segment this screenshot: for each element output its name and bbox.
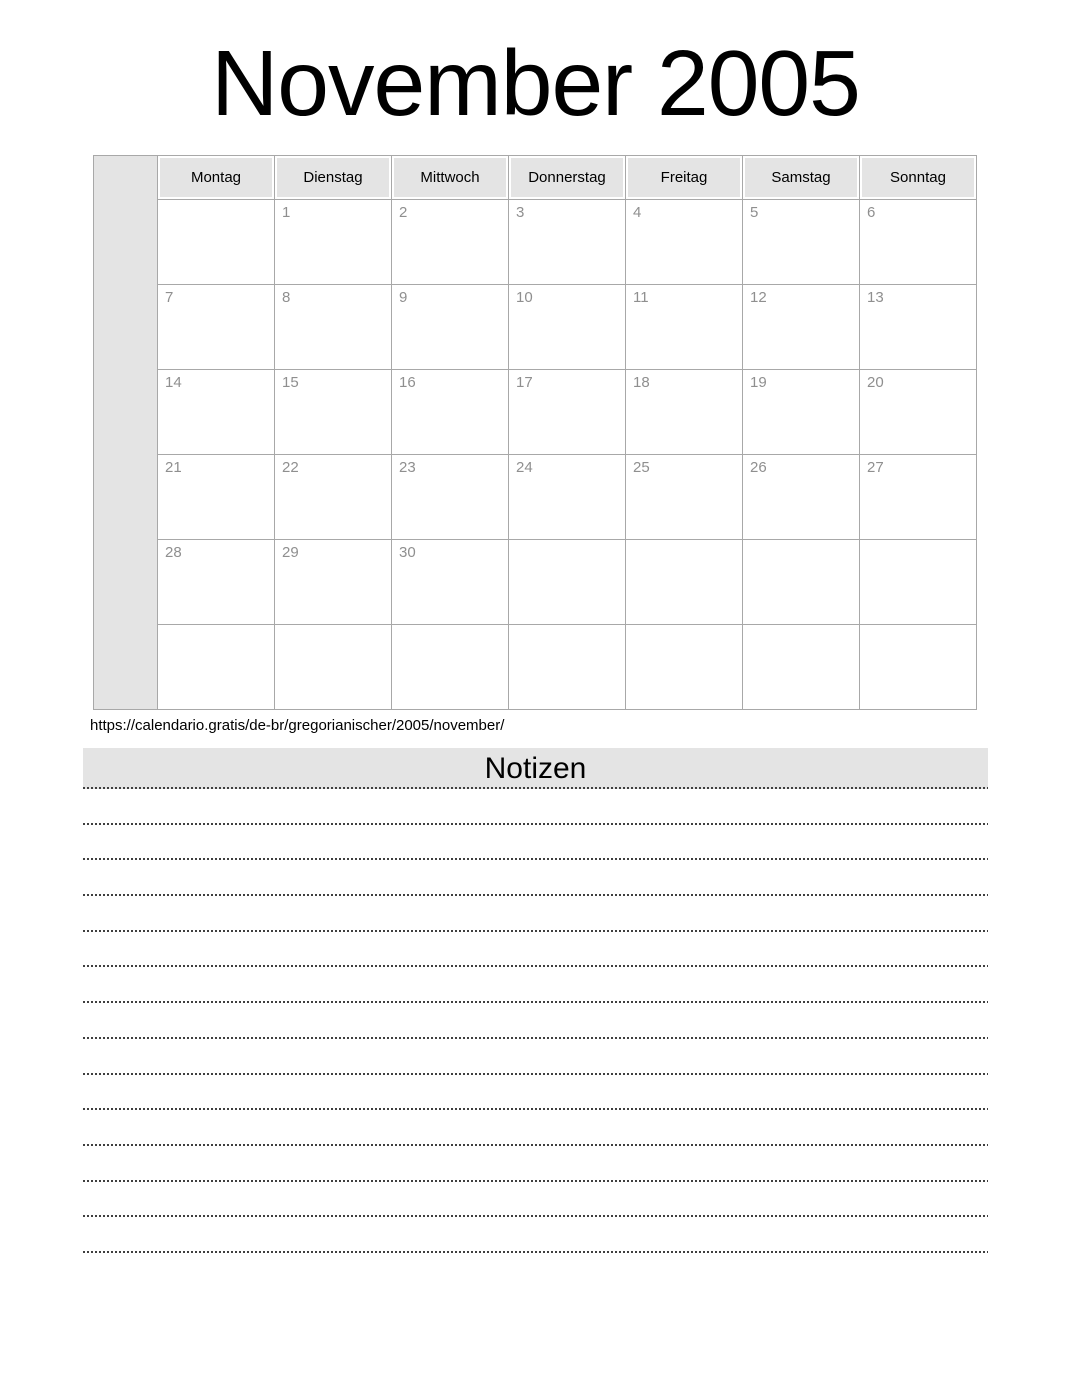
day-cell-1: [275, 200, 392, 285]
day-cell-empty: [509, 540, 626, 625]
note-line: [83, 1075, 988, 1111]
day-cell-empty: [158, 200, 275, 285]
day-number: 22: [282, 459, 299, 476]
day-cell-empty: [626, 540, 743, 625]
day-number: [743, 625, 859, 629]
day-cell-21: [158, 455, 275, 540]
day-number: 6: [867, 204, 876, 221]
day-cell-empty: [860, 625, 977, 710]
week-row-6: [94, 625, 977, 710]
day-number: 27: [867, 459, 884, 476]
day-number: 9: [399, 289, 408, 306]
day-number: 15: [282, 374, 299, 391]
note-line: [83, 1182, 988, 1218]
note-line: [83, 896, 988, 932]
day-cell-12: [743, 285, 860, 370]
day-cell-10: [509, 285, 626, 370]
week-row-1: [94, 200, 977, 285]
day-number: 24: [516, 459, 533, 476]
note-line: [83, 1110, 988, 1146]
day-number: 21: [165, 459, 182, 476]
day-cell-30: [392, 540, 509, 625]
week-row-5: [94, 540, 977, 625]
day-cell-13: [860, 285, 977, 370]
note-line: [83, 1039, 988, 1075]
day-cell-15: [275, 370, 392, 455]
day-cell-7: [158, 285, 275, 370]
day-number: 18: [633, 374, 650, 391]
day-number: [743, 540, 859, 544]
day-number: [860, 625, 976, 629]
day-number: 30: [399, 544, 416, 561]
weekday-header-samstag: Samstag: [743, 156, 860, 200]
day-number: 25: [633, 459, 650, 476]
calendar-grid: [94, 156, 977, 710]
week-row-3: [94, 370, 977, 455]
note-line: [83, 967, 988, 1003]
day-number: 10: [516, 289, 533, 306]
note-line: [83, 1217, 988, 1253]
day-cell-28: [158, 540, 275, 625]
day-cell-22: [275, 455, 392, 540]
day-cell-empty: [275, 625, 392, 710]
day-number: 14: [165, 374, 182, 391]
day-number: [860, 540, 976, 544]
day-cell-empty: [743, 540, 860, 625]
notes-header-bar: [83, 748, 988, 789]
day-cell-11: [626, 285, 743, 370]
notes-title: Notizen: [484, 752, 587, 785]
note-line: [83, 825, 988, 861]
weekday-header-sonntag: Sonntag: [860, 156, 977, 200]
day-number: 16: [399, 374, 416, 391]
day-cell-19: [743, 370, 860, 455]
week-row-2: [94, 285, 977, 370]
day-number: 29: [282, 544, 299, 561]
day-cell-empty: [158, 625, 275, 710]
day-number: [626, 625, 742, 629]
day-number: 20: [867, 374, 884, 391]
weekday-header-dienstag: Dienstag: [275, 156, 392, 200]
day-number: 13: [867, 289, 884, 306]
day-number: [275, 625, 391, 629]
day-number: 5: [750, 204, 759, 221]
weekday-header-row: [94, 156, 977, 200]
day-cell-24: [509, 455, 626, 540]
day-cell-3: [509, 200, 626, 285]
note-line: [83, 789, 988, 825]
day-number: [626, 540, 742, 544]
day-cell-empty: [860, 540, 977, 625]
day-number: 11: [633, 289, 649, 306]
day-cell-6: [860, 200, 977, 285]
day-number: 8: [282, 289, 291, 306]
day-number: [158, 625, 274, 629]
day-cell-empty: [392, 625, 509, 710]
day-number: 26: [750, 459, 767, 476]
day-cell-26: [743, 455, 860, 540]
day-cell-29: [275, 540, 392, 625]
day-number: 3: [516, 204, 525, 221]
notes-section: [83, 748, 988, 1253]
day-number: 2: [399, 204, 408, 221]
day-number: [158, 200, 274, 204]
note-line: [83, 860, 988, 896]
day-cell-4: [626, 200, 743, 285]
day-number: 28: [165, 544, 182, 561]
day-number: [392, 625, 508, 629]
calendar-table: [93, 155, 977, 710]
week-number-column: [94, 156, 158, 710]
day-cell-17: [509, 370, 626, 455]
day-cell-empty: [743, 625, 860, 710]
page-title: November 2005: [211, 31, 860, 135]
weekday-header-montag: Montag: [158, 156, 275, 200]
day-number: [509, 625, 625, 629]
day-cell-16: [392, 370, 509, 455]
day-cell-14: [158, 370, 275, 455]
source-url-text: https://calendario.gratis/de-br/gregorianischer/2005/november/: [90, 717, 505, 734]
weekday-header-mittwoch: Mittwoch: [392, 156, 509, 200]
day-number: 7: [165, 289, 174, 306]
note-lines-area: [83, 789, 988, 1253]
week-row-4: [94, 455, 977, 540]
weekday-header-freitag: Freitag: [626, 156, 743, 200]
day-cell-2: [392, 200, 509, 285]
day-cell-9: [392, 285, 509, 370]
day-cell-23: [392, 455, 509, 540]
day-number: 4: [633, 204, 642, 221]
day-cell-27: [860, 455, 977, 540]
day-number: 1: [282, 204, 291, 221]
day-number: 19: [750, 374, 767, 391]
weekday-header-donnerstag: Donnerstag: [509, 156, 626, 200]
day-cell-5: [743, 200, 860, 285]
day-cell-8: [275, 285, 392, 370]
day-number: 23: [399, 459, 416, 476]
day-number: 12: [750, 289, 767, 306]
day-cell-20: [860, 370, 977, 455]
day-cell-18: [626, 370, 743, 455]
day-cell-empty: [509, 625, 626, 710]
day-cell-empty: [626, 625, 743, 710]
day-number: 17: [516, 374, 533, 391]
day-cell-25: [626, 455, 743, 540]
note-line: [83, 932, 988, 968]
day-number: [509, 540, 625, 544]
note-line: [83, 1003, 988, 1039]
note-line: [83, 1146, 988, 1182]
